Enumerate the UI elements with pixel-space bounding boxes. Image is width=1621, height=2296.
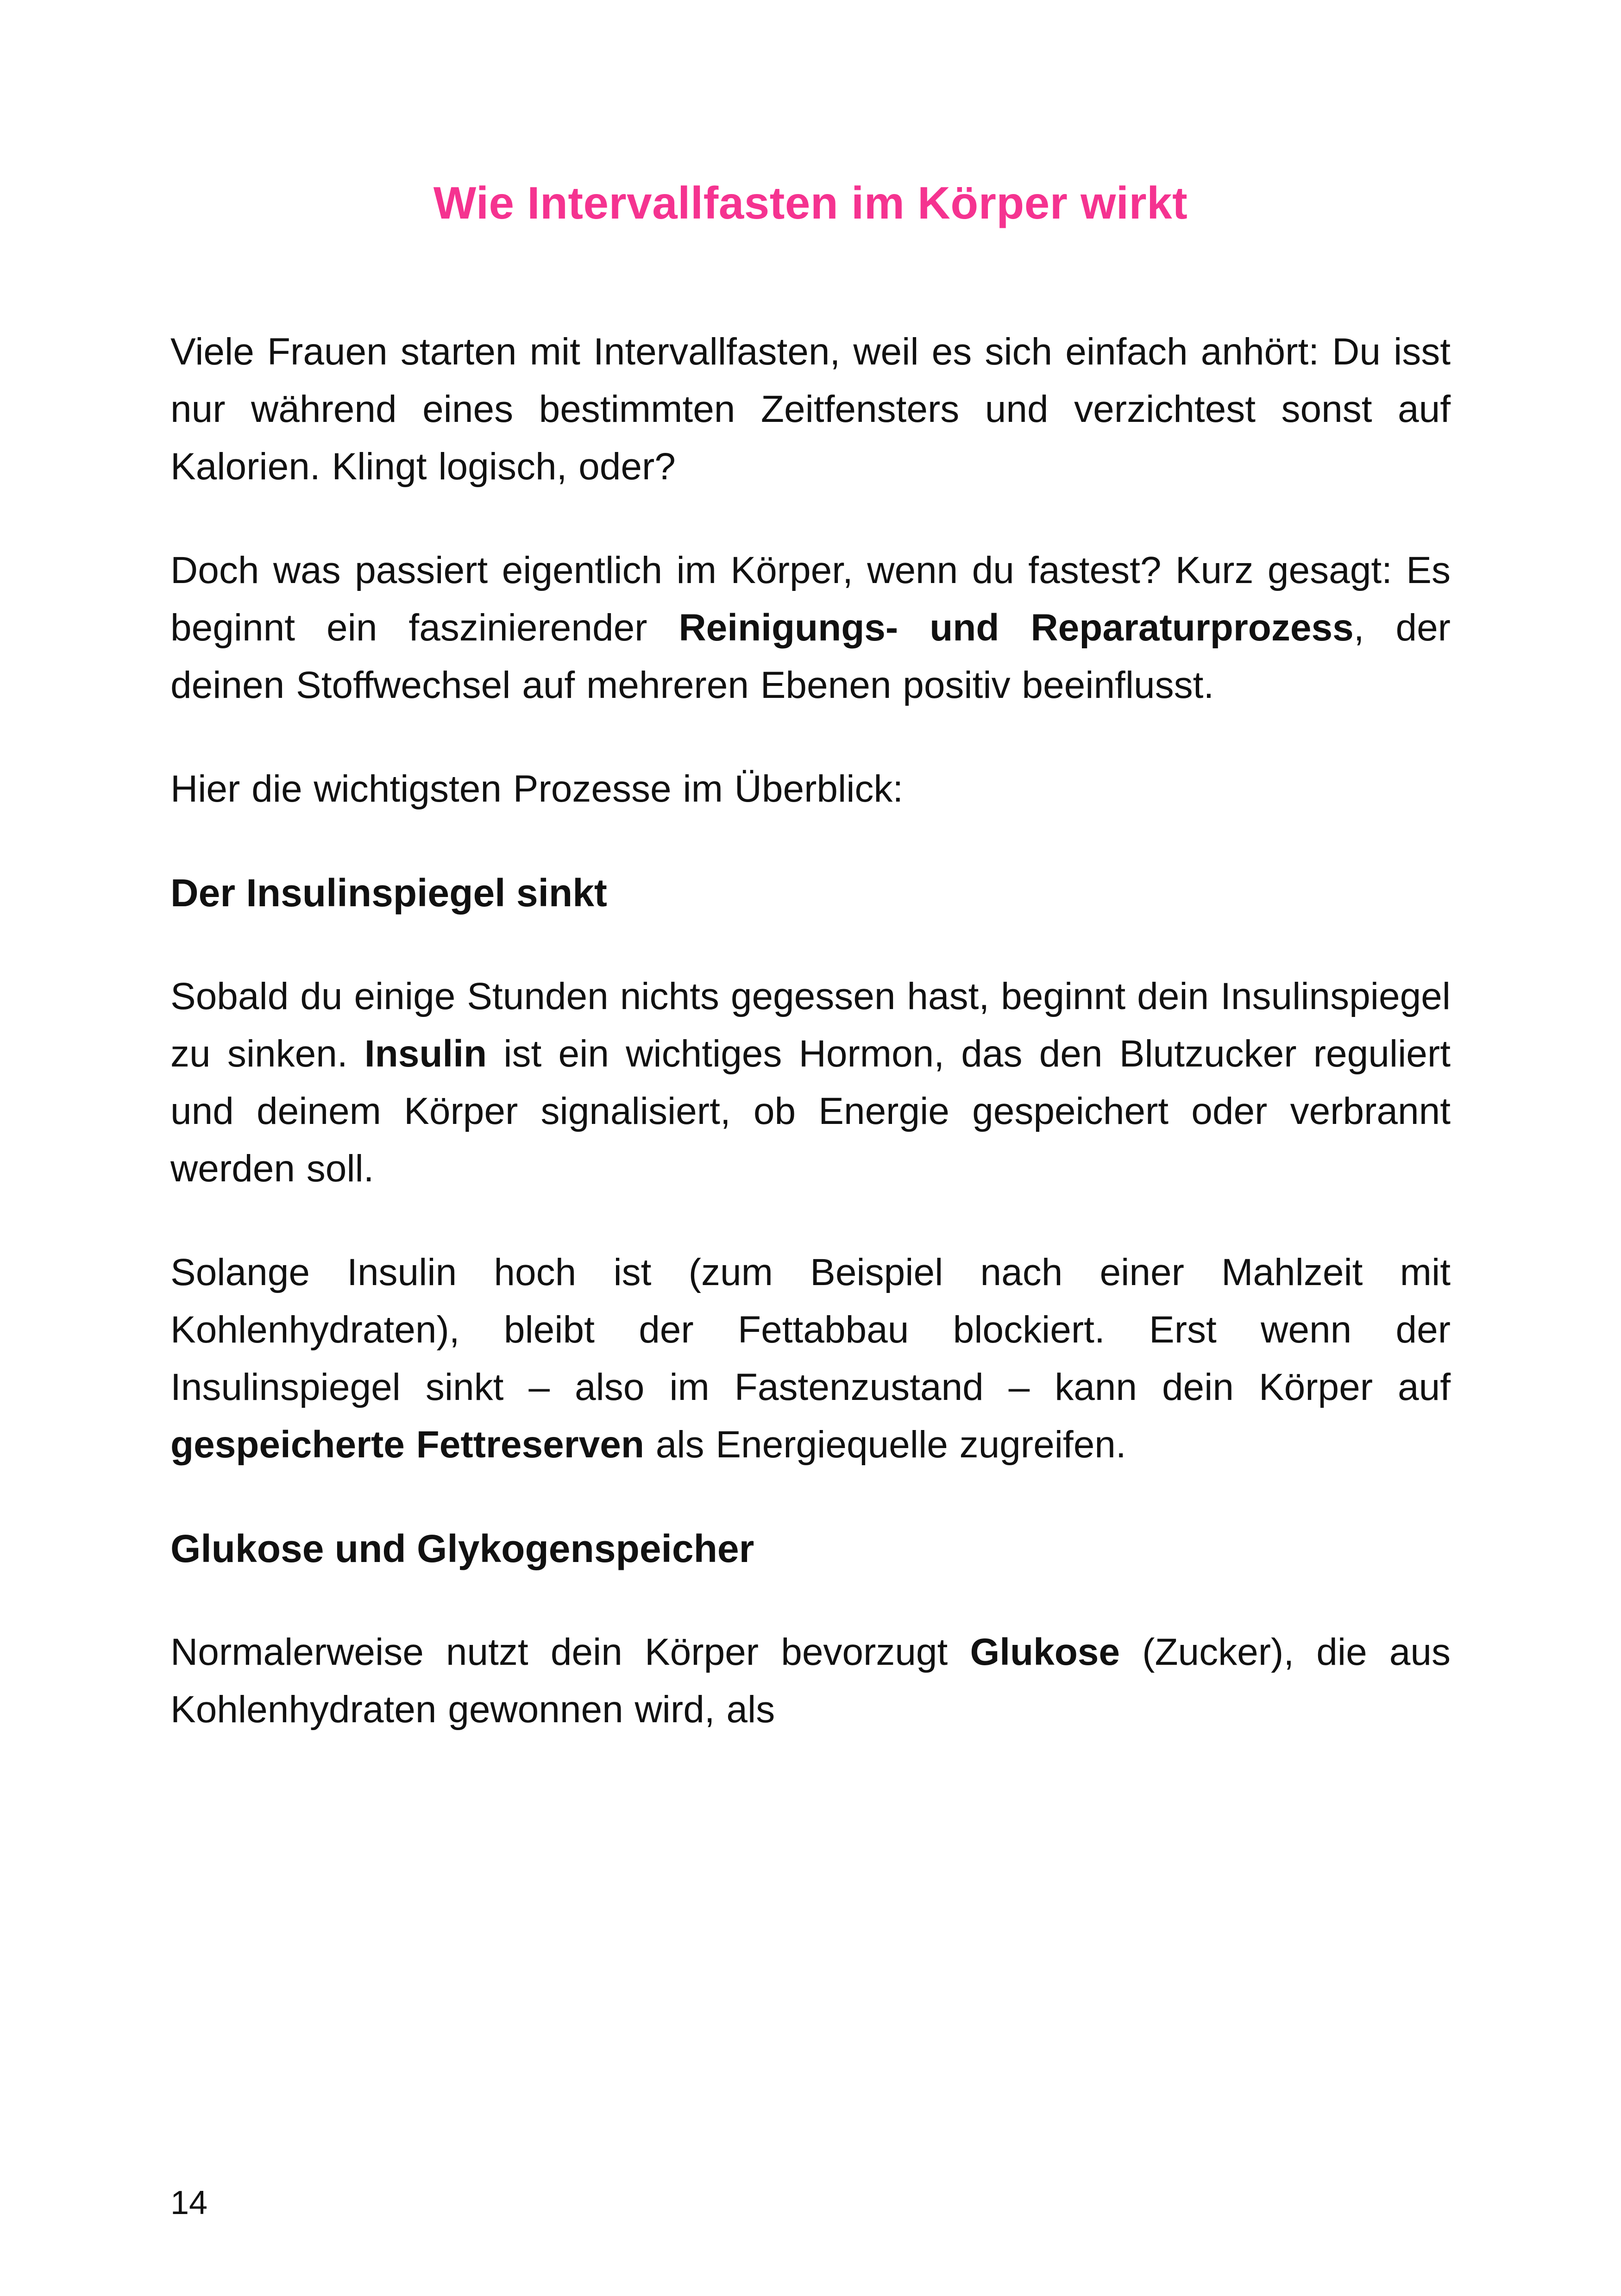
glukose-paragraph xyxy=(170,1624,1451,1738)
text-run: (Zucker), die aus Kohlenhydraten gewonnen wird, als xyxy=(170,1631,1451,1731)
page-title: Wie Intervallfasten im Körper wirkt xyxy=(433,177,1188,228)
text-run: Viele Frauen starten mit Intervallfasten, weil es sich einfach anhört: Du isst nur während eines bestimmten Zeitfensters und verzichtest sonst auf Kalorien. Klingt logisch, oder? xyxy=(170,330,1451,488)
insulin-paragraph-2 xyxy=(170,1244,1451,1474)
text-run: , der deinen Stoffwechsel auf mehreren Ebenen positiv beeinflusst. xyxy=(170,606,1451,706)
section-heading-insulin: Der Insulinspiegel sinkt xyxy=(170,871,607,915)
text-run: Doch was passiert eigentlich im Körper, wenn du fastest? Kurz gesagt: Es beginnt ein faszinierender xyxy=(170,549,1451,649)
text-run: Hier die wichtigsten Prozesse im Überblick: xyxy=(170,767,904,810)
insulin-paragraph-1 xyxy=(170,968,1451,1198)
text-run: ist ein wichtiges Hormon, das den Blutzucker reguliert und deinem Körper signalisiert, ob Energie gespeichert oder verbrannt werden soll. xyxy=(170,1032,1451,1190)
overview-paragraph xyxy=(170,760,1451,818)
text-run: Solange Insulin hoch ist (zum Beispiel nach einer Mahlzeit mit Kohlenhydraten), bleibt der Fettabbau blockiert. Erst wenn der Insulinspiegel sinkt – also im Fastenzustand – kann dein Körper auf xyxy=(170,1251,1451,1408)
text-run: Sobald du einige Stunden nichts gegessen hast, beginnt dein Insulinspiegel zu sinken. xyxy=(170,975,1451,1075)
text-run: Normalerweise nutzt dein Körper bevorzugt xyxy=(170,1631,970,1673)
section-heading-glukose: Glukose und Glykogenspeicher xyxy=(170,1526,754,1570)
bold-text-run: Glukose xyxy=(970,1631,1120,1673)
text-run: als Energiequelle zugreifen. xyxy=(644,1423,1126,1466)
page-number: 14 xyxy=(170,2184,208,2221)
intro-paragraph xyxy=(170,323,1451,496)
bold-text-run: gespeicherte Fettreserven xyxy=(170,1423,644,1466)
bold-text-run: Insulin xyxy=(364,1032,487,1075)
process-paragraph xyxy=(170,542,1451,714)
bold-text-run: Reinigungs- und Reparaturprozess xyxy=(679,606,1354,649)
